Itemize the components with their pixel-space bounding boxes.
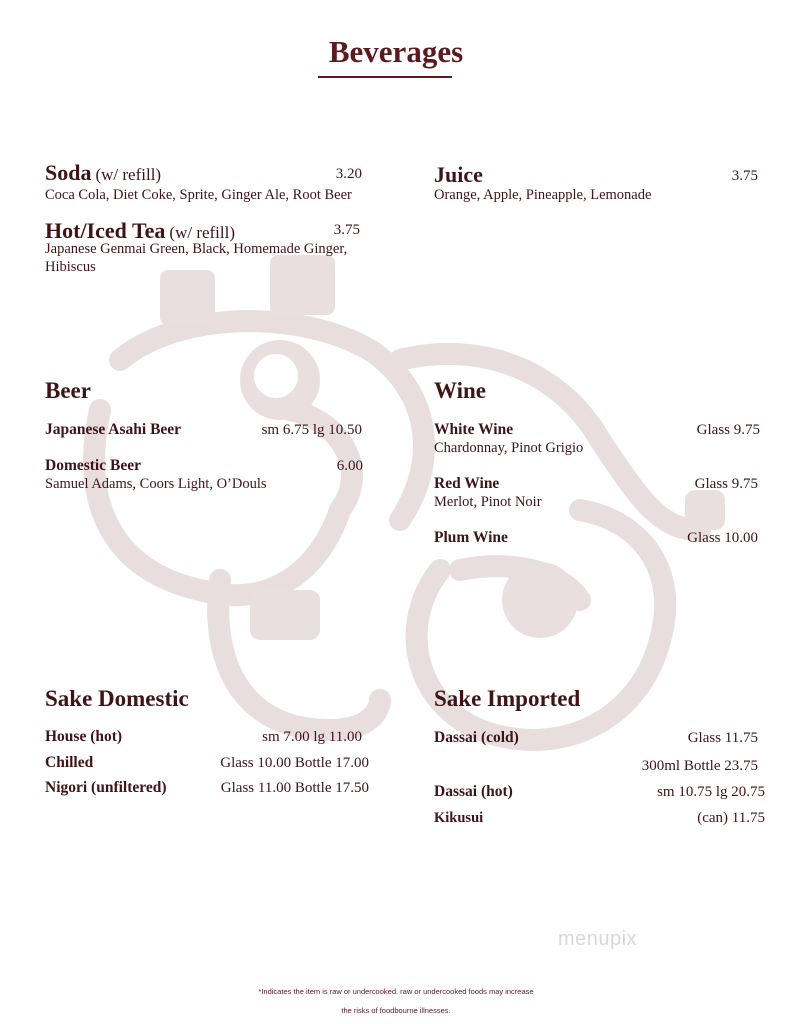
wine-heading: Wine bbox=[434, 378, 486, 403]
white-wine-desc: Chardonnay, Pinot Grigio bbox=[434, 440, 584, 456]
sake-nigori-name: Nigori (unfiltered) bbox=[45, 779, 167, 796]
sake-nigori-price: Glass 11.00 Bottle 17.50 bbox=[220, 780, 369, 796]
soda-heading bbox=[45, 160, 161, 186]
asahi-beer-price: sm 6.75 lg 10.50 bbox=[261, 422, 362, 438]
tea-note: (w/ refill) bbox=[169, 223, 236, 242]
sake-house-name: House (hot) bbox=[45, 728, 123, 745]
footnote-line2: the risks of foodbourne illnesses. bbox=[341, 1006, 451, 1015]
tea-desc-line2: Hibiscus bbox=[45, 259, 96, 275]
kikusui-price: (can) 11.75 bbox=[697, 810, 765, 826]
plum-wine-name: Plum Wine bbox=[434, 529, 508, 546]
plum-wine-price: Glass 10.00 bbox=[687, 530, 758, 546]
tea-desc-line1: Japanese Genmai Green, Black, Homemade Ginger, bbox=[45, 241, 348, 257]
juice-name: Juice bbox=[434, 162, 483, 187]
sake-domestic-heading: Sake Domestic bbox=[45, 686, 189, 711]
dassai-cold-name: Dassai (cold) bbox=[434, 729, 519, 746]
white-wine-name: White Wine bbox=[434, 421, 514, 438]
soda-desc: Coca Cola, Diet Coke, Sprite, Ginger Ale, Root Beer bbox=[45, 187, 352, 203]
menupix-watermark: menupix bbox=[558, 928, 638, 950]
soda-price: 3.20 bbox=[335, 166, 362, 182]
domestic-beer-name: Domestic Beer bbox=[45, 457, 141, 474]
sake-chilled-price: Glass 10.00 Bottle 17.00 bbox=[220, 755, 369, 771]
red-wine-desc: Merlot, Pinot Noir bbox=[434, 494, 542, 510]
sake-chilled-name: Chilled bbox=[45, 754, 94, 771]
tea-name: Hot/Iced Tea bbox=[45, 218, 166, 243]
footnote-line1: *Indicates the item is raw or undercooked. raw or undercooked foods may increase bbox=[258, 987, 534, 996]
tea-price: 3.75 bbox=[333, 222, 360, 238]
beer-heading: Beer bbox=[45, 378, 91, 403]
soda-note: (w/ refill) bbox=[95, 165, 162, 184]
sake-imported-heading: Sake Imported bbox=[434, 686, 581, 711]
red-wine-name: Red Wine bbox=[434, 475, 500, 492]
dassai-cold-glass-price: Glass 11.75 bbox=[687, 730, 758, 746]
soda-name: Soda bbox=[45, 160, 92, 185]
asahi-beer-name: Japanese Asahi Beer bbox=[45, 421, 182, 438]
sake-house-price: sm 7.00 lg 11.00 bbox=[262, 729, 362, 745]
domestic-beer-desc: Samuel Adams, Coors Light, O’Douls bbox=[45, 476, 267, 492]
red-wine-price: Glass 9.75 bbox=[694, 476, 758, 492]
page-title: Beverages bbox=[328, 34, 464, 69]
domestic-beer-price: 6.00 bbox=[336, 458, 363, 474]
title-underline bbox=[318, 76, 452, 78]
juice-price: 3.75 bbox=[731, 168, 758, 184]
mascot-watermark-illustration bbox=[40, 240, 740, 760]
dassai-hot-price: sm 10.75 lg 20.75 bbox=[657, 784, 765, 800]
dassai-hot-name: Dassai (hot) bbox=[434, 783, 513, 800]
juice-desc: Orange, Apple, Pineapple, Lemonade bbox=[434, 187, 652, 203]
white-wine-price: Glass 9.75 bbox=[696, 422, 760, 438]
dassai-cold-bottle-price: 300ml Bottle 23.75 bbox=[641, 758, 758, 774]
kikusui-name: Kikusui bbox=[434, 810, 484, 826]
